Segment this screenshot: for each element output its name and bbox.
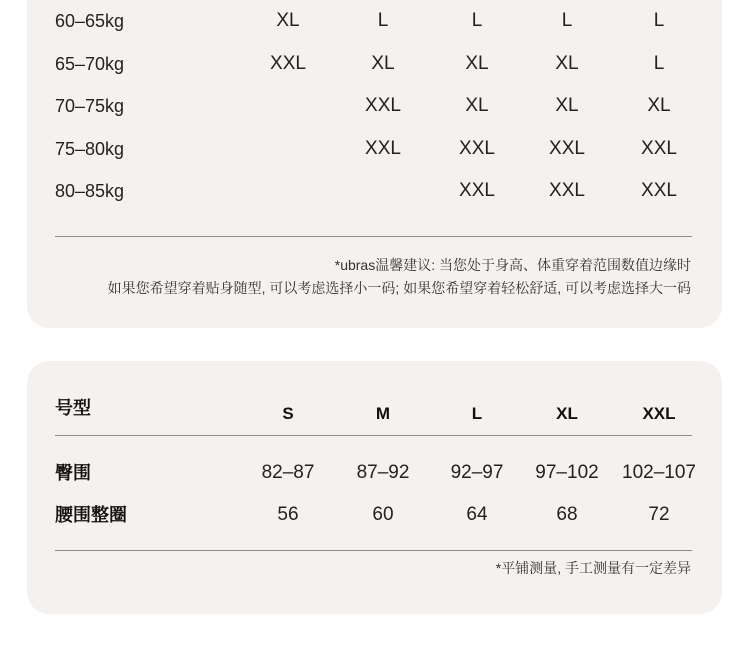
size-header: S xyxy=(282,404,294,423)
size-cell: L xyxy=(653,53,665,74)
size-cell: L xyxy=(377,10,389,31)
table-row xyxy=(27,179,722,203)
measure-cell: 72 xyxy=(648,504,670,525)
weight-label: 70–75kg xyxy=(55,96,125,116)
size-header: M xyxy=(375,404,391,423)
table-row xyxy=(27,137,722,161)
size-cell: L xyxy=(653,10,665,31)
measure-label: 臀围 xyxy=(55,463,91,483)
recommendation-note-line2: 如果您希望穿着贴身随型, 可以考虑选择小一码; 如果您希望穿着轻松舒适, 可以考虑选择大一码 xyxy=(107,280,691,296)
size-cell: XL xyxy=(555,95,579,116)
size-cell: XL xyxy=(555,53,579,74)
size-cell: XL xyxy=(647,95,671,116)
measure-cell: 68 xyxy=(556,504,578,525)
recommendation-note-line1: *ubras温馨建议: 当您处于身高、体重穿着范围数值边缘时 xyxy=(334,257,691,273)
weight-label: 80–85kg xyxy=(55,181,125,201)
size-cell: XL xyxy=(276,10,300,31)
measure-cell: 56 xyxy=(277,504,299,525)
divider xyxy=(55,435,692,436)
weight-label: 65–70kg xyxy=(55,54,125,74)
table-row xyxy=(27,503,722,527)
size-cell: XXL xyxy=(549,138,585,159)
weight-label: 75–80kg xyxy=(55,139,125,159)
size-header: L xyxy=(471,404,483,423)
measure-cell: 82–87 xyxy=(261,462,315,483)
table-row xyxy=(27,94,722,118)
measure-cell: 87–92 xyxy=(356,462,410,483)
size-cell: XXL xyxy=(459,180,495,201)
measure-label: 腰围整圈 xyxy=(55,505,127,525)
size-cell: XXL xyxy=(365,138,401,159)
size-cell: L xyxy=(561,10,573,31)
size-recommendation-card xyxy=(27,0,722,328)
size-cell: XXL xyxy=(459,138,495,159)
size-cell: L xyxy=(471,10,483,31)
size-cell: XXL xyxy=(641,138,677,159)
measure-cell: 64 xyxy=(466,504,488,525)
divider xyxy=(55,236,692,237)
measure-cell: 92–97 xyxy=(450,462,504,483)
measurement-table-card xyxy=(27,361,722,614)
size-cell: XL xyxy=(465,95,489,116)
size-cell: XL xyxy=(465,53,489,74)
size-header: XL xyxy=(556,404,578,423)
table-row xyxy=(27,461,722,485)
size-header: XXL xyxy=(642,404,676,423)
size-cell: XXL xyxy=(549,180,585,201)
measurement-note: *平铺测量, 手工测量有一定差异 xyxy=(495,560,691,576)
size-cell: XL xyxy=(371,53,395,74)
table-row xyxy=(27,52,722,76)
size-header-label: 号型 xyxy=(55,398,91,418)
size-cell: XXL xyxy=(270,53,306,74)
measure-cell: 102–107 xyxy=(622,462,696,483)
table-header-row xyxy=(27,402,722,426)
size-cell: XXL xyxy=(365,95,401,116)
measure-cell: 60 xyxy=(372,504,394,525)
measure-cell: 97–102 xyxy=(535,462,599,483)
size-cell: XXL xyxy=(641,180,677,201)
divider xyxy=(55,550,692,551)
weight-label: 60–65kg xyxy=(55,11,125,31)
table-row xyxy=(27,9,722,33)
